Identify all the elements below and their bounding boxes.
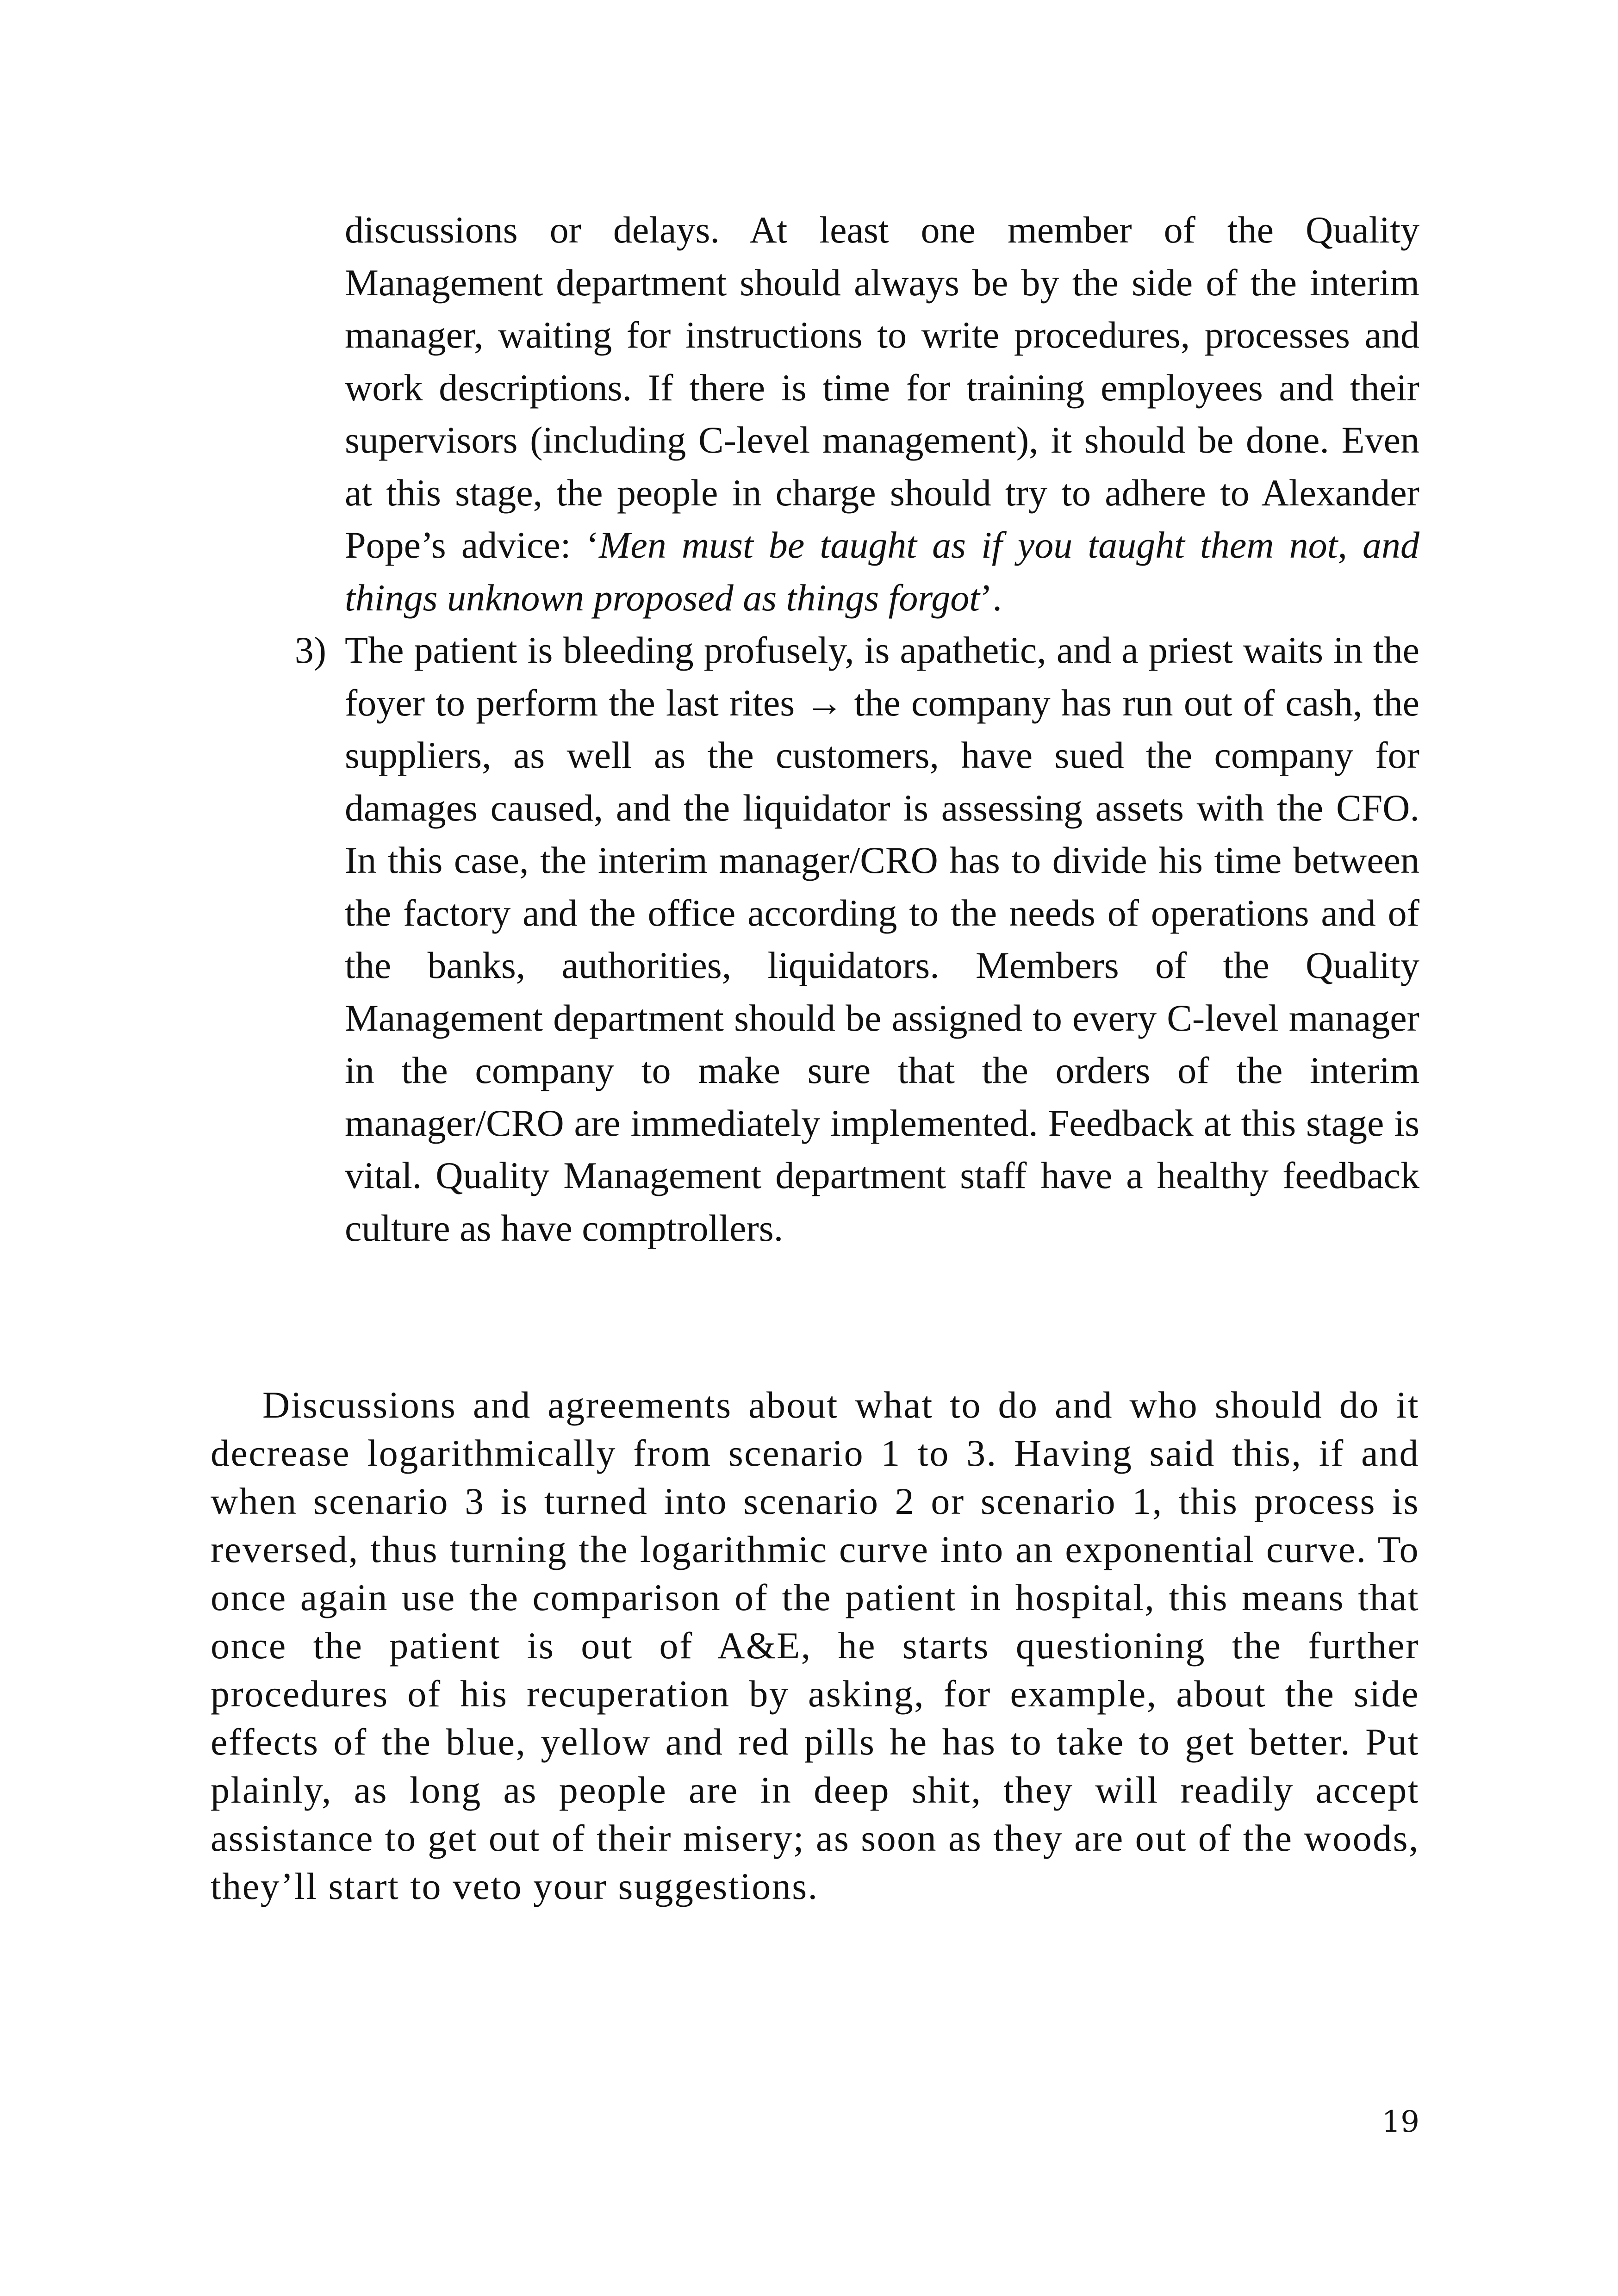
- list-item-text: The patient is bleeding profusely, is apathetic, and a priest waits in the foyer to perform the last rites → the company has run out of cash, the suppliers, as well as the customers, have sued the company for damages caused, and the liquidator is assessing assets with the CFO. In this case, the interim manager/CRO has to divide his time between the factory and the office according to the needs of operations and of the banks, authorities, liquidators. Members of the Quality Management department should be assigned to every C-level manager in the company to make sure that the orders of the interim manager/CRO are immediately implemented. Feedback at this stage is vital. Quality Management department staff have a healthy feedback culture as have comptrollers.: [345, 629, 1419, 1249]
- numbered-list: [294, 204, 1419, 1254]
- page-number: 19: [1382, 2105, 1419, 2139]
- list-item-continuation: [345, 204, 1419, 624]
- list-item-number: 3): [294, 629, 326, 671]
- list-item-text: discussions or delays. At least one member of the Quality Management department should always be by the side of the interim manager, waiting for instructions to write procedures, processes and work descriptions. If there is time for training employees and their supervisors (including C-level management), it should be done. Even at this stage, the people in charge should try to adhere to Alexander Pope’s advice: ‘: [345, 209, 1419, 566]
- body-paragraph: Discussions and agreements about what to do and who should do it decrease logarithmically from scenario 1 to 3. Having said this, if and when scenario 3 is turned into scenario 2 or scenario 1, this process is reversed, thus turning the logarithmic curve into an exponential curve. To once again use the comparison of the patient in hospital, this means that once the patient is out of A&E, he starts questioning the further procedures of his recuperation by asking, for example, about the side effects of the blue, yellow and red pills he has to take to get better. Put plainly, as long as people are in deep shit, they will readily accept assistance to get out of their misery; as soon as they are out of the woods, they’ll start to veto your suggestions.: [211, 1384, 1419, 1907]
- list-item-3: [294, 624, 1419, 1254]
- quote-closing: ’.: [980, 576, 1002, 619]
- pope-quote: Men must be taught as if you taught them not, and things unknown proposed as things forgot: [345, 524, 1419, 619]
